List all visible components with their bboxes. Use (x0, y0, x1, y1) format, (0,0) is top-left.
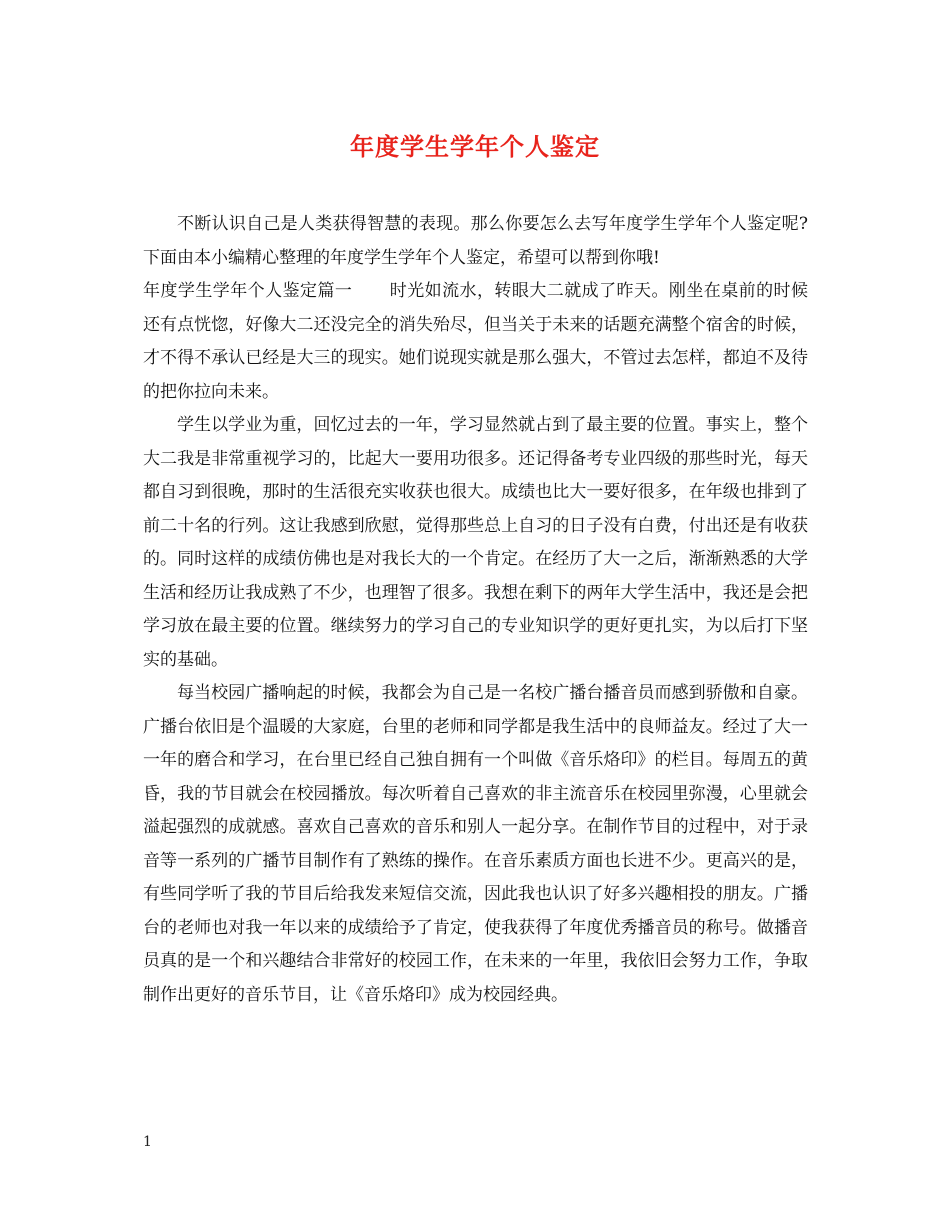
section-heading: 年度学生学年个人鉴定篇一 (143, 281, 353, 301)
document-body (143, 208, 808, 1012)
section-first-paragraph-text: 时光如流水，转眼大二就成了昨天。刚坐在桌前的时候还有点恍惚，好像大二还没完全的消失殆尽，但当关于未来的话题充满整个宿舍的时候，才不得不承认已经是大三的现实。她们说现实就是那么强大，不管过去怎样，都迫不及待的把你拉向未来。 (143, 281, 809, 402)
broadcast-paragraph: 每当校园广播响起的时候，我都会为自己是一名校广播台播音员而感到骄傲和自豪。广播台依旧是个温暖的大家庭，台里的老师和同学都是我生活中的良师益友。经过了大一一年的磨合和学习，在台里已经自己独自拥有一个叫做《音乐烙印》的栏目。每周五的黄昏，我的节目就会在校园播放。每次听着自己喜欢的非主流音乐在校园里弥漫，心里就会溢起强烈的成就感。喜欢自己喜欢的音乐和别人一起分享。在制作节目的过程中，对于录音等一系列的广播节目制作有了熟练的操作。在音乐素质方面也长进不少。更高兴的是，有些同学听了我的节目后给我发来短信交流，因此我也认识了好多兴趣相投的朋友。广播台的老师也对我一年以来的成绩给予了肯定，使我获得了年度优秀播音员的称号。做播音员真的是一个和兴趣结合非常好的校园工作，在未来的一年里，我依旧会努力工作，争取制作出更好的音乐节目，让《音乐烙印》成为校园经典。 (143, 683, 808, 1005)
intro-paragraph: 不断认识自己是人类获得智慧的表现。那么你要怎么去写年度学生学年个人鉴定呢?下面由本小编精心整理的年度学生学年个人鉴定，希望可以帮到你哦! (143, 214, 808, 268)
study-paragraph: 学生以学业为重，回忆过去的一年，学习显然就占到了最主要的位置。事实上，整个大二我是非常重视学习的，比起大一要用功很多。还记得备考专业四级的那些时光，每天都自习到很晚，那时的生活很充实收获也很大。成绩也比大一要好很多，在年级也排到了前二十名的行列。这让我感到欣慰，觉得那些总上自习的日子没有白费，付出还是有收获的。同时这样的成绩仿佛也是对我长大的一个肯定。在经历了大一之后，渐渐熟悉的大学生活和经历让我成熟了不少，也理智了很多。我想在剩下的两年大学生活中，我还是会把学习放在最主要的位置。继续努力的学习自己的专业知识学的更好更扎实，为以后打下坚实的基础。 (143, 415, 808, 670)
page-number: 1 (143, 1134, 152, 1150)
document-title: 年度学生学年个人鉴定 (350, 132, 600, 161)
section-one-paragraph (143, 275, 808, 409)
